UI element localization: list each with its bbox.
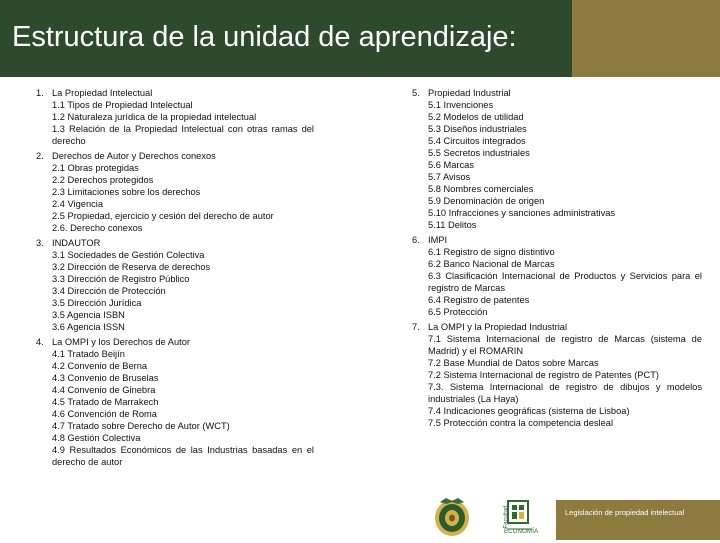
outline-item: 2.1 Obras protegidas <box>52 163 139 173</box>
outline-item: 5.8 Nombres comerciales <box>428 184 534 194</box>
outline-item: 3.5 Agencia ISBN <box>52 310 125 320</box>
outline-section <box>36 237 314 333</box>
outline-item: 1.1 Tipos de Propiedad Intelectual <box>52 100 193 110</box>
outline-item: 2.3 Limitaciones sobre los derechos <box>52 187 201 197</box>
outline-item: 4.5 Tratado de Marrakech <box>52 397 159 407</box>
outline-item: 7.4 Indicaciones geográficas (sistema de Lisboa) <box>428 406 630 416</box>
outline-item: 2.6. Derecho conexos <box>52 223 143 233</box>
outline-item: 5.10 Infracciones y sanciones administrativas <box>428 208 616 218</box>
outline-section <box>36 336 314 468</box>
outline-item: 5.1 Invenciones <box>428 100 494 110</box>
outline-item: 5.4 Circuitos integrados <box>428 136 526 146</box>
outline-item: 5.7 Avisos <box>428 172 471 182</box>
section-number: 1. <box>36 88 44 98</box>
outline-item: 5.9 Denominación de origen <box>428 196 545 206</box>
section-heading <box>36 237 314 249</box>
section-heading <box>412 321 702 333</box>
outline-section <box>36 150 314 234</box>
outline-section <box>412 87 702 231</box>
page-title: Estructura de la unidad de aprendizaje: <box>12 21 517 53</box>
outline-section <box>36 87 314 147</box>
right-column <box>412 87 702 432</box>
outline-section <box>412 234 702 318</box>
section-number: 6. <box>412 235 420 245</box>
section-number: 5. <box>412 88 420 98</box>
outline-item: 1.3 Relación de la Propiedad Intelectual con otras ramas del derecho <box>52 124 314 146</box>
section-heading <box>36 87 314 99</box>
outline-item: 4.3 Convenio de Bruselas <box>52 373 159 383</box>
section-number: 4. <box>36 337 44 347</box>
section-heading <box>412 87 702 99</box>
section-title: INDAUTOR <box>52 238 101 248</box>
title-accent-block <box>572 0 720 77</box>
outline-item: 6.3 Clasificación Internacional de Productos y Servicios para el registro de Marcas <box>428 271 702 293</box>
outline-item: 5.11 Delitos <box>428 220 477 230</box>
section-number: 7. <box>412 322 420 332</box>
outline-item: 4.2 Convenio de Berna <box>52 361 148 371</box>
outline-item: 3.4 Dirección de Protección <box>52 286 166 296</box>
section-title: La OMPI y los Derechos de Autor <box>52 337 190 347</box>
footer-badge-text: Legislación de propiedad intelectual <box>565 508 685 517</box>
outline-item: 4.6 Convención de Roma <box>52 409 157 419</box>
section-title: Derechos de Autor y Derechos conexos <box>52 151 216 161</box>
outline-item: 7.2 Sistema Internacional de registro de Patentes (PCT) <box>428 370 659 380</box>
outline-item: 4.1 Tratado Beijín <box>52 349 125 359</box>
outline-item: 7.3. Sistema Internacional de registro de dibujos y modelos industriales (La Haya) <box>428 382 702 404</box>
outline-item: 3.5 Dirección Jurídica <box>52 298 142 308</box>
outline-item: 5.3 Diseños industriales <box>428 124 527 134</box>
outline-item: 4.7 Tratado sobre Derecho de Autor (WCT) <box>52 421 230 431</box>
section-title: Propiedad Industrial <box>428 88 511 98</box>
university-seal-icon <box>432 496 472 538</box>
outline-item: 4.9 Resultados Económicos de las Industrias basadas en el derecho de autor <box>52 445 314 467</box>
outline-item: 5.2 Modelos de utilidad <box>428 112 524 122</box>
outline-item: 5.6 Marcas <box>428 160 474 170</box>
outline-item: 3.1 Sociedades de Gestión Colectiva <box>52 250 205 260</box>
section-title: IMPI <box>428 235 448 245</box>
outline-item: 3.3 Dirección de Registro Público <box>52 274 190 284</box>
faculty-logo <box>496 496 544 538</box>
outline-item: 4.8 Gestión Colectiva <box>52 433 141 443</box>
outline-item: 6.1 Registro de signo distintivo <box>428 247 555 257</box>
section-title: La Propiedad Intelectual <box>52 88 153 98</box>
outline-item: 2.5 Propiedad, ejercicio y cesión del derecho de autor <box>52 211 274 221</box>
faculty-logo-text: ECONOMÍA <box>504 529 539 535</box>
outline-item: 6.5 Protección <box>428 307 488 317</box>
outline-item: 2.2 Derechos protegidos <box>52 175 154 185</box>
outline-item: 1.2 Naturaleza jurídica de la propiedad intelectual <box>52 112 257 122</box>
outline-item: 6.4 Registro de patentes <box>428 295 530 305</box>
left-column <box>36 87 314 471</box>
outline-item: 5.5 Secretos industriales <box>428 148 530 158</box>
outline-section <box>412 321 702 429</box>
section-heading <box>36 150 314 162</box>
outline-item: 2.4 Vigencia <box>52 199 104 209</box>
outline-item: 7.5 Protección contra la competencia desleal <box>428 418 614 428</box>
section-heading <box>412 234 702 246</box>
title-bar <box>0 0 572 77</box>
faculty-vertical-label: Facultad <box>503 505 510 529</box>
footer-badge <box>556 500 720 540</box>
outline-item: 4.4 Convenio de Ginebra <box>52 385 156 395</box>
outline-item: 7.2 Base Mundial de Datos sobre Marcas <box>428 358 599 368</box>
section-title: La OMPI y la Propiedad Industrial <box>428 322 568 332</box>
section-heading <box>36 336 314 348</box>
outline-item: 6.2 Banco Nacional de Marcas <box>428 259 555 269</box>
section-number: 3. <box>36 238 44 248</box>
outline-item: 3.6 Agencia ISSN <box>52 322 125 332</box>
section-number: 2. <box>36 151 44 161</box>
outline-item: 3.2 Dirección de Reserva de derechos <box>52 262 211 272</box>
outline-item: 7.1 Sistema Internacional de registro de Marcas (sistema de Madrid) y el ROMARIN <box>428 334 702 356</box>
